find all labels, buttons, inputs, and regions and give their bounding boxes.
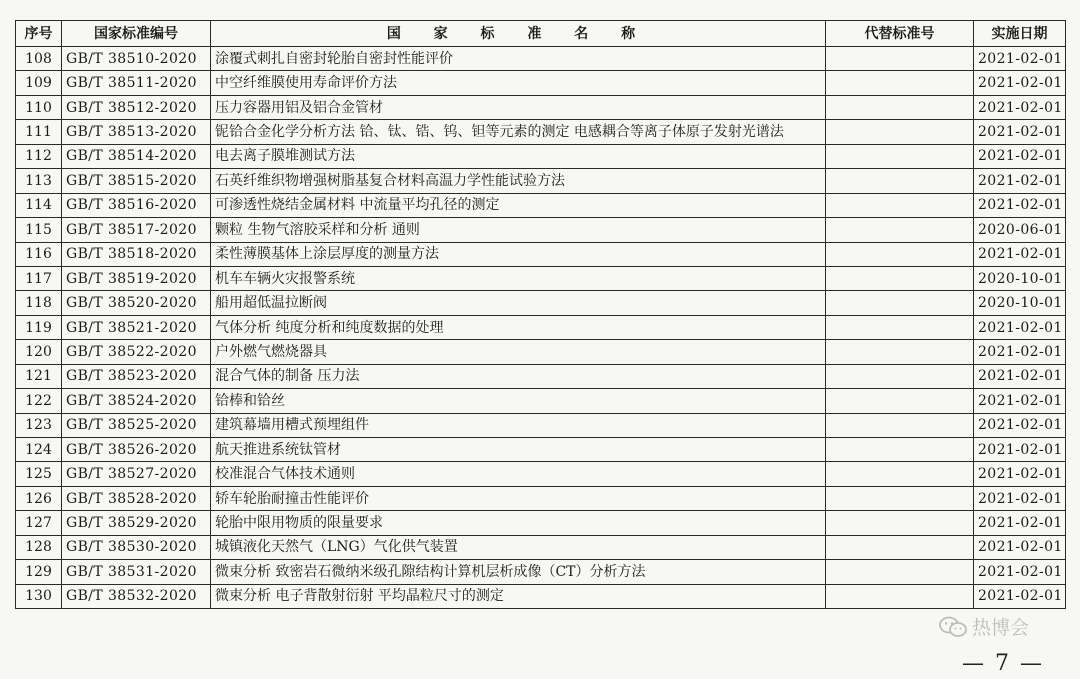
cell-standard-name: 石英纤维织物增强树脂基复合材料高温力学性能试验方法	[211, 169, 826, 193]
table-row	[16, 364, 1066, 388]
cell-implementation-date: 2021-02-01	[974, 511, 1066, 535]
cell-replaced-standard	[826, 560, 974, 584]
cell-implementation-date: 2021-02-01	[974, 413, 1066, 437]
cell-implementation-date: 2021-02-01	[974, 584, 1066, 608]
cell-seq: 108	[16, 47, 62, 71]
cell-standard-code: GB/T 38516-2020	[62, 193, 211, 217]
standards-table	[15, 20, 1066, 609]
cell-replaced-standard	[826, 95, 974, 119]
cell-implementation-date: 2021-02-01	[974, 340, 1066, 364]
cell-implementation-date: 2020-06-01	[974, 218, 1066, 242]
header-seq: 序号	[16, 21, 62, 47]
cell-standard-name: 铌铪合金化学分析方法 铪、钛、锆、钨、钽等元素的测定 电感耦合等离子体原子发射光谱法	[211, 120, 826, 144]
watermark	[938, 613, 1029, 640]
cell-standard-code: GB/T 38515-2020	[62, 169, 211, 193]
cell-seq: 115	[16, 218, 62, 242]
cell-implementation-date: 2021-02-01	[974, 364, 1066, 388]
cell-standard-name: 微束分析 致密岩石微纳米级孔隙结构计算机层析成像（CT）分析方法	[211, 560, 826, 584]
cell-standard-name: 可渗透性烧结金属材料 中流量平均孔径的测定	[211, 193, 826, 217]
cell-replaced-standard	[826, 71, 974, 95]
cell-seq: 123	[16, 413, 62, 437]
cell-seq: 111	[16, 120, 62, 144]
cell-replaced-standard	[826, 535, 974, 559]
cell-standard-code: GB/T 38528-2020	[62, 486, 211, 510]
cell-standard-name: 压力容器用铝及铝合金管材	[211, 95, 826, 119]
cell-replaced-standard	[826, 511, 974, 535]
header-replaced: 代替标准号	[826, 21, 974, 47]
table-row	[16, 511, 1066, 535]
cell-standard-code: GB/T 38524-2020	[62, 389, 211, 413]
cell-implementation-date: 2021-02-01	[974, 560, 1066, 584]
cell-replaced-standard	[826, 120, 974, 144]
header-name: 国 家 标 准 名 称	[211, 21, 826, 47]
cell-seq: 116	[16, 242, 62, 266]
cell-standard-code: GB/T 38520-2020	[62, 291, 211, 315]
cell-implementation-date: 2021-02-01	[974, 193, 1066, 217]
cell-standard-name: 航天推进系统钛管材	[211, 438, 826, 462]
table-row	[16, 584, 1066, 608]
cell-replaced-standard	[826, 486, 974, 510]
cell-standard-code: GB/T 38510-2020	[62, 47, 211, 71]
cell-seq: 127	[16, 511, 62, 535]
watermark-text: 热博会	[972, 617, 1030, 639]
table-row	[16, 144, 1066, 168]
cell-replaced-standard	[826, 291, 974, 315]
cell-standard-name: 机车车辆火灾报警系统	[211, 266, 826, 290]
cell-replaced-standard	[826, 584, 974, 608]
table-row	[16, 169, 1066, 193]
cell-standard-code: GB/T 38511-2020	[62, 71, 211, 95]
cell-seq: 126	[16, 486, 62, 510]
cell-replaced-standard	[826, 340, 974, 364]
cell-implementation-date: 2021-02-01	[974, 242, 1066, 266]
cell-standard-name: 混合气体的制备 压力法	[211, 364, 826, 388]
cell-seq: 118	[16, 291, 62, 315]
cell-standard-code: GB/T 38517-2020	[62, 218, 211, 242]
cell-implementation-date: 2020-10-01	[974, 266, 1066, 290]
table-row	[16, 291, 1066, 315]
cell-standard-code: GB/T 38522-2020	[62, 340, 211, 364]
cell-standard-code: GB/T 38513-2020	[62, 120, 211, 144]
cell-seq: 130	[16, 584, 62, 608]
header-date: 实施日期	[974, 21, 1066, 47]
cell-standard-code: GB/T 38521-2020	[62, 315, 211, 339]
cell-standard-name: 气体分析 纯度分析和纯度数据的处理	[211, 315, 826, 339]
cell-standard-name: 柔性薄膜基体上涂层厚度的测量方法	[211, 242, 826, 266]
table-row	[16, 71, 1066, 95]
cell-implementation-date: 2021-02-01	[974, 71, 1066, 95]
cell-standard-name: 船用超低温拉断阀	[211, 291, 826, 315]
cell-standard-code: GB/T 38530-2020	[62, 535, 211, 559]
table-row	[16, 389, 1066, 413]
cell-standard-name: 微束分析 电子背散射衍射 平均晶粒尺寸的测定	[211, 584, 826, 608]
cell-replaced-standard	[826, 218, 974, 242]
cell-standard-code: GB/T 38514-2020	[62, 144, 211, 168]
cell-implementation-date: 2021-02-01	[974, 95, 1066, 119]
cell-standard-code: GB/T 38525-2020	[62, 413, 211, 437]
cell-standard-code: GB/T 38512-2020	[62, 95, 211, 119]
table-row	[16, 560, 1066, 584]
cell-standard-name: 城镇液化天然气（LNG）气化供气装置	[211, 535, 826, 559]
table-row	[16, 95, 1066, 119]
cell-seq: 119	[16, 315, 62, 339]
cell-standard-code: GB/T 38531-2020	[62, 560, 211, 584]
cell-seq: 121	[16, 364, 62, 388]
cell-seq: 117	[16, 266, 62, 290]
cell-seq: 125	[16, 462, 62, 486]
cell-implementation-date: 2020-10-01	[974, 291, 1066, 315]
table-row	[16, 315, 1066, 339]
cell-standard-name: 颗粒 生物气溶胶采样和分析 通则	[211, 218, 826, 242]
cell-standard-name: 轮胎中限用物质的限量要求	[211, 511, 826, 535]
cell-seq: 113	[16, 169, 62, 193]
cell-replaced-standard	[826, 364, 974, 388]
cell-seq: 128	[16, 535, 62, 559]
cell-standard-code: GB/T 38529-2020	[62, 511, 211, 535]
table-row	[16, 266, 1066, 290]
table-row	[16, 340, 1066, 364]
cell-standard-name: 户外燃气燃烧器具	[211, 340, 826, 364]
cell-standard-name: 轿车轮胎耐撞击性能评价	[211, 486, 826, 510]
cell-replaced-standard	[826, 413, 974, 437]
table-row	[16, 413, 1066, 437]
cell-seq: 122	[16, 389, 62, 413]
table-row	[16, 242, 1066, 266]
cell-replaced-standard	[826, 462, 974, 486]
page-number: — 7 —	[962, 651, 1044, 676]
cell-standard-name: 校准混合气体技术通则	[211, 462, 826, 486]
table-body	[16, 47, 1066, 609]
cell-standard-code: GB/T 38526-2020	[62, 438, 211, 462]
cell-seq: 124	[16, 438, 62, 462]
cell-replaced-standard	[826, 266, 974, 290]
cell-replaced-standard	[826, 242, 974, 266]
table-row	[16, 47, 1066, 71]
cell-standard-name: 建筑幕墙用槽式预埋组件	[211, 413, 826, 437]
table-row	[16, 193, 1066, 217]
wechat-icon	[938, 615, 968, 639]
cell-replaced-standard	[826, 193, 974, 217]
cell-seq: 120	[16, 340, 62, 364]
cell-standard-name: 铪棒和铪丝	[211, 389, 826, 413]
cell-standard-code: GB/T 38527-2020	[62, 462, 211, 486]
cell-standard-name: 电去离子膜堆测试方法	[211, 144, 826, 168]
table-row	[16, 120, 1066, 144]
table-row	[16, 486, 1066, 510]
cell-replaced-standard	[826, 389, 974, 413]
cell-replaced-standard	[826, 144, 974, 168]
cell-standard-name: 中空纤维膜使用寿命评价方法	[211, 71, 826, 95]
table-row	[16, 218, 1066, 242]
cell-implementation-date: 2021-02-01	[974, 389, 1066, 413]
cell-implementation-date: 2021-02-01	[974, 144, 1066, 168]
cell-implementation-date: 2021-02-01	[974, 535, 1066, 559]
cell-implementation-date: 2021-02-01	[974, 169, 1066, 193]
cell-replaced-standard	[826, 47, 974, 71]
cell-seq: 109	[16, 71, 62, 95]
cell-implementation-date: 2021-02-01	[974, 315, 1066, 339]
header-row	[16, 21, 1066, 47]
cell-implementation-date: 2021-02-01	[974, 486, 1066, 510]
cell-seq: 129	[16, 560, 62, 584]
cell-seq: 110	[16, 95, 62, 119]
cell-replaced-standard	[826, 315, 974, 339]
cell-implementation-date: 2021-02-01	[974, 438, 1066, 462]
cell-replaced-standard	[826, 169, 974, 193]
cell-standard-code: GB/T 38519-2020	[62, 266, 211, 290]
table-row	[16, 462, 1066, 486]
cell-seq: 112	[16, 144, 62, 168]
cell-standard-code: GB/T 38518-2020	[62, 242, 211, 266]
cell-implementation-date: 2021-02-01	[974, 462, 1066, 486]
cell-standard-code: GB/T 38523-2020	[62, 364, 211, 388]
table-row	[16, 535, 1066, 559]
table-header	[16, 21, 1066, 47]
header-code: 国家标准编号	[62, 21, 211, 47]
cell-implementation-date: 2021-02-01	[974, 120, 1066, 144]
cell-replaced-standard	[826, 438, 974, 462]
cell-standard-name: 涂覆式刺扎自密封轮胎自密封性能评价	[211, 47, 826, 71]
cell-implementation-date: 2021-02-01	[974, 47, 1066, 71]
table-row	[16, 438, 1066, 462]
cell-seq: 114	[16, 193, 62, 217]
cell-standard-code: GB/T 38532-2020	[62, 584, 211, 608]
